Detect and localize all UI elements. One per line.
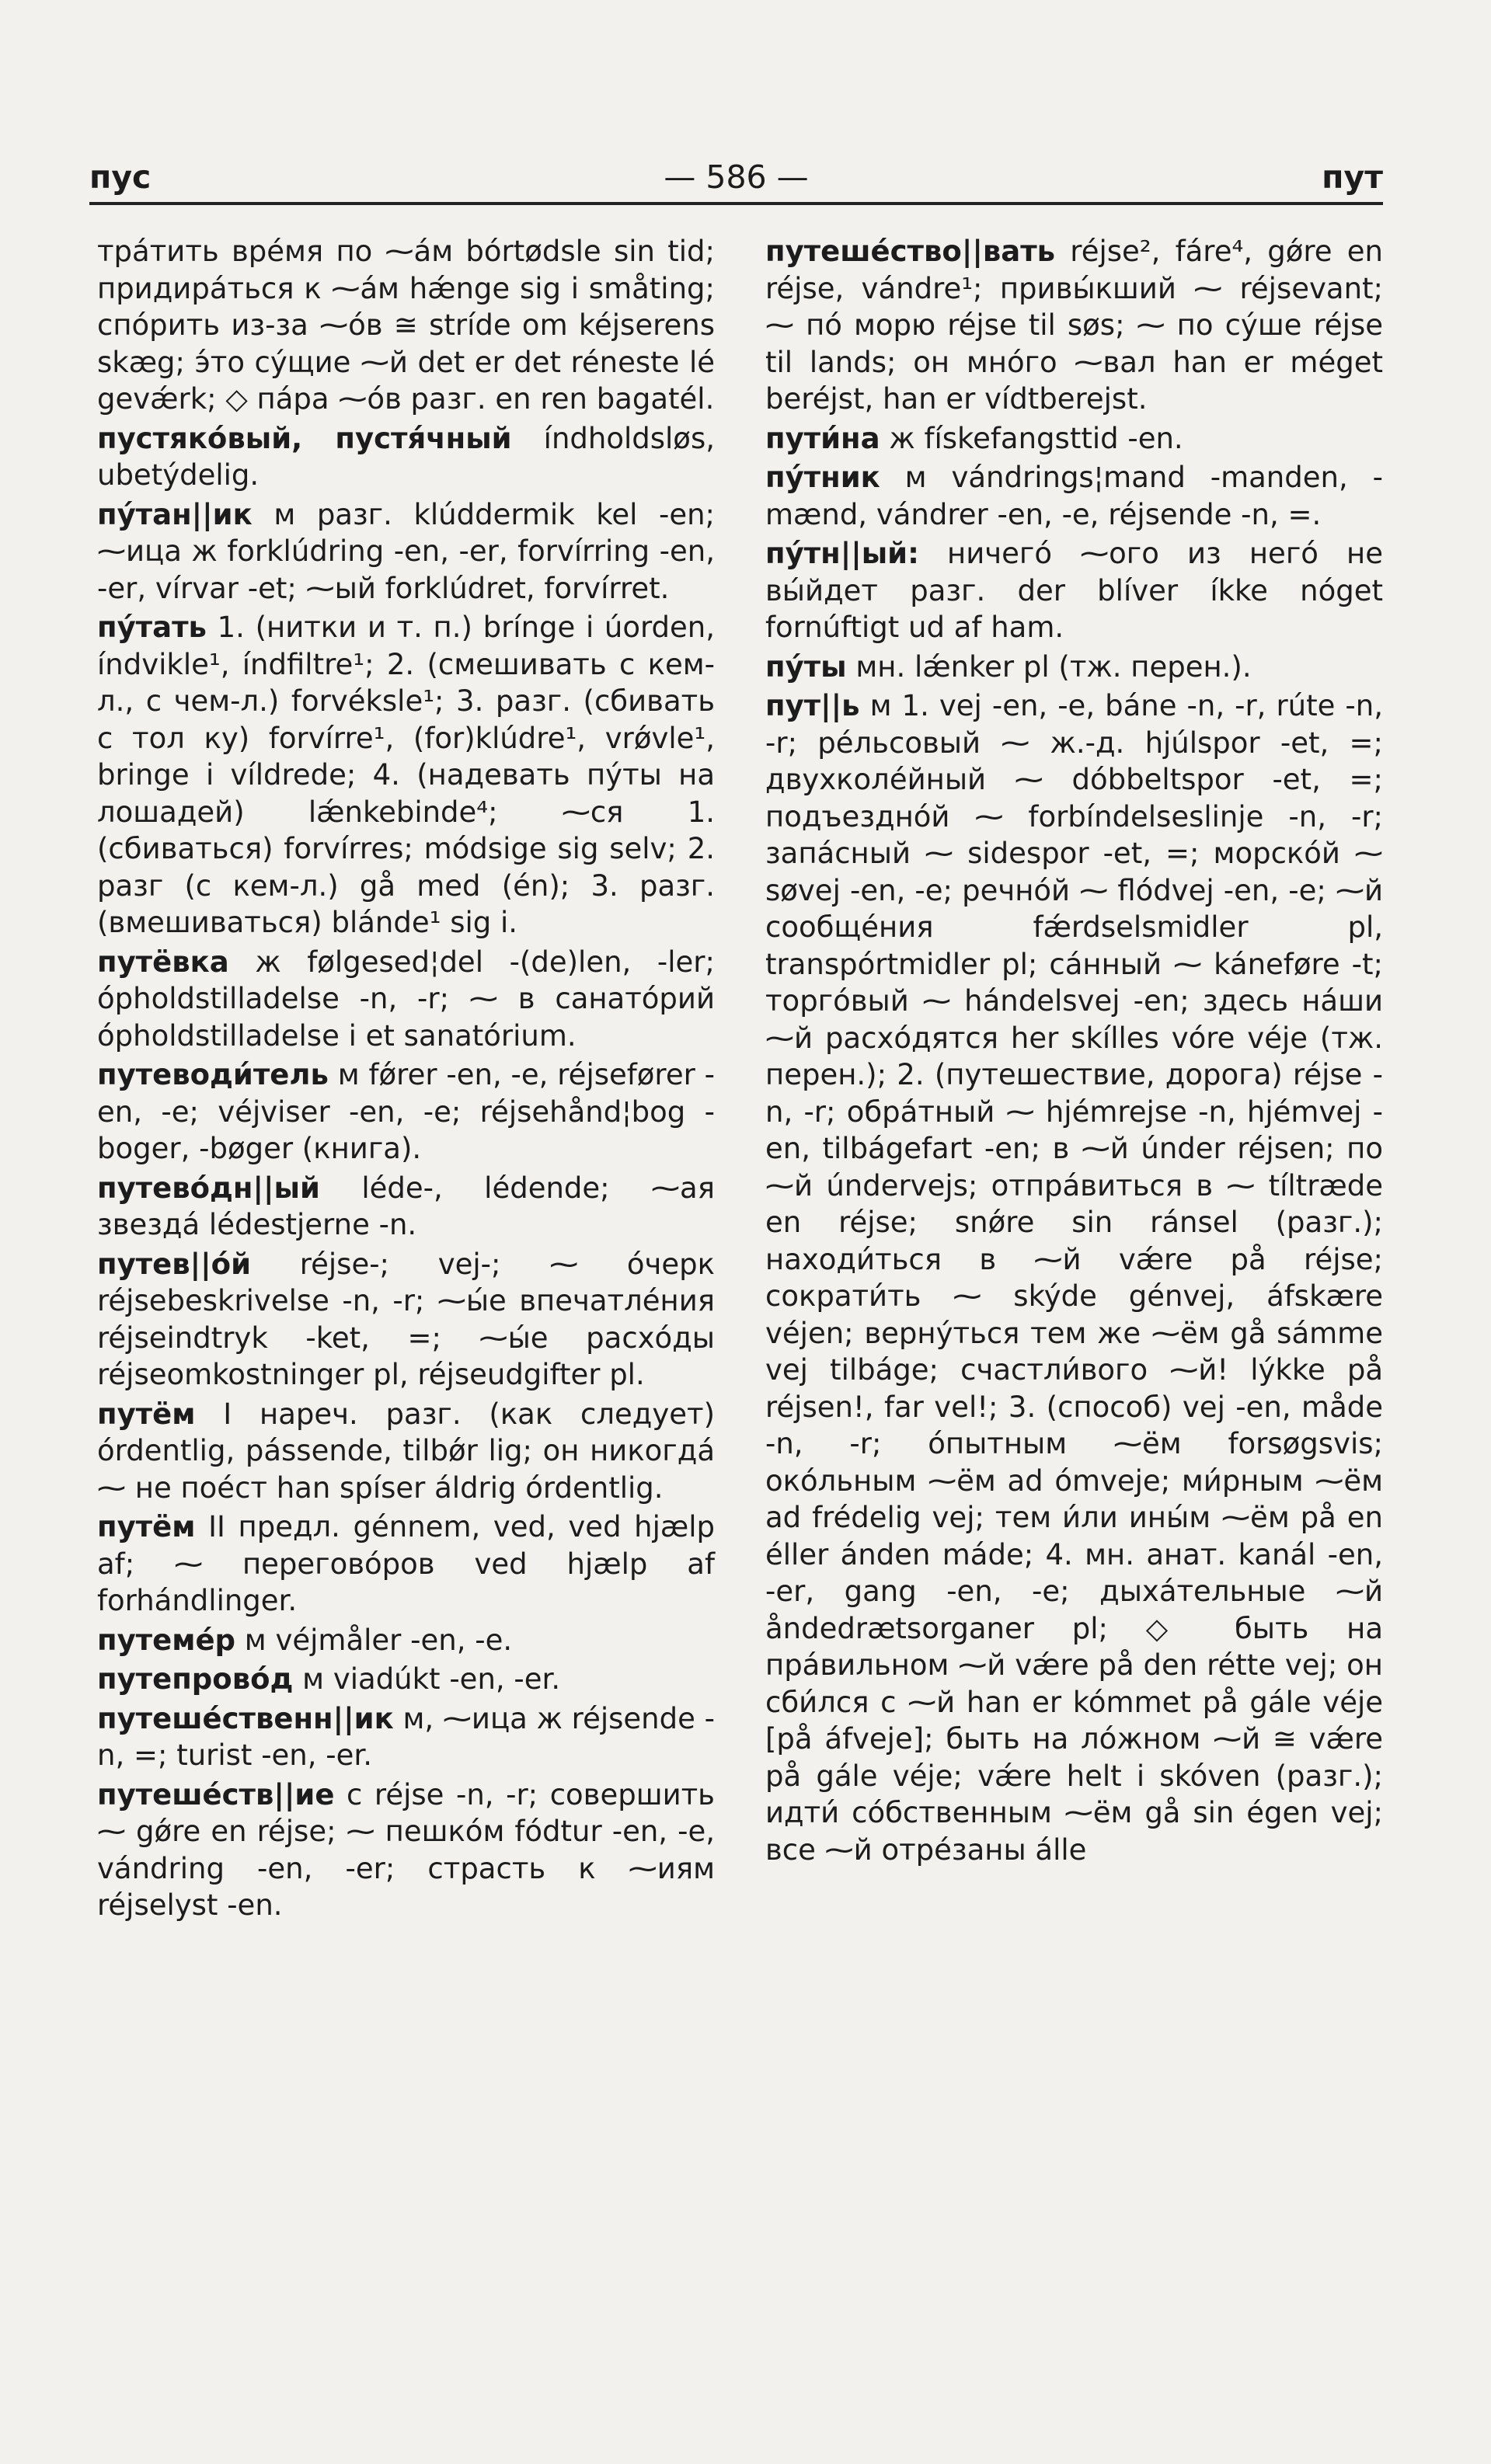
entry-headword: путемéр [97, 1623, 236, 1657]
entry-definition: м viadúkt -en, -er. [293, 1662, 561, 1696]
entry-headword: путешéство||вать [765, 235, 1056, 268]
entry-definition: м fǿrer -en, -e, réjsefører -en, -e; véjviser -en, -e; réjsehånd¦bog -boger, -bøger (книга). [97, 1058, 715, 1165]
entry-headword: пустякóвый, пустя́чный [97, 421, 512, 455]
entry-definition: м, ⁓ица ж réjsende -n, =; turist -en, -er. [97, 1701, 715, 1772]
entry-definition: II предл. génnem, ved, ved hjælp af; ⁓ переговóров ved hjælp af forhándlinger. [97, 1510, 715, 1617]
dictionary-entry [97, 1622, 715, 1659]
dictionary-entry [765, 420, 1383, 458]
entry-definition: м véjmåler -en, -e. [235, 1623, 513, 1657]
entry-headword: путешéств||ие [97, 1777, 335, 1811]
entry-definition: 1. (нитки и т. п.) brínge i úorden, índvikle¹, índfiltre¹; 2. (смешивать с кем-л., с чем-л.) forvéksle¹; 3. разг. (сбивать с тол ку) forvírre¹, (for)klúdre¹, vrǿvle¹, bringe i víldrede; 4. (надевать пýты на лошадей) lǽnkebinde⁴; ⁓ся 1. (сбиваться) forvírres; módsige sig selv; 2. разг (с кем-л.) gå med (én); 3. разг. (вмешиваться) blánde¹ sig i. [97, 611, 715, 939]
entry-headword: путёвка [97, 945, 229, 979]
dictionary-entry [97, 609, 715, 941]
dictionary-entry [97, 1246, 715, 1394]
entry-headword: путём [97, 1510, 196, 1543]
entry-headword: пýтать [97, 611, 207, 644]
entry-headword: путев||óй [97, 1247, 252, 1281]
dictionary-entry [97, 1170, 715, 1244]
entry-definition: мн. lǽnker pl (тж. перен.). [846, 649, 1252, 684]
entry-headword: пýты [765, 649, 847, 684]
entry-headword: путевóдн||ый [97, 1171, 320, 1205]
entry-definition: réjse², fáre⁴, gǿre en réjse, vándre¹; привы́кший ⁓ réjsevant; ⁓ пó морю réjse til søs; ⁓ по сýше réjse til lands; он мнóго ⁓вал han er méget beréjst, han er vídtberejst. [765, 235, 1383, 416]
entry-headword: путём [97, 1397, 196, 1431]
dictionary-entry [765, 459, 1383, 533]
entry-headword: путеводи́тель [97, 1058, 329, 1091]
entry-headword: пýтн||ый: [765, 537, 919, 570]
entry-definition: I нареч. разг. (как следует) órdentlig, pássende, tilbǿr lig; он никогдá ⁓ не поéст han spíser áldrig órdentlig. [97, 1397, 715, 1505]
dictionary-entry [97, 1661, 715, 1698]
left-column [97, 233, 715, 1926]
dictionary-entry [765, 535, 1383, 646]
header-left-word: пус [89, 158, 152, 196]
entry-headword: пýтан||ик [97, 497, 253, 531]
entry-definition: ж følgesed¦del -(de)len, -ler; ópholdstilladelse -n, -r; ⁓ в санатóрий ópholdstilladelse i et sanatórium. [97, 945, 715, 1053]
entry-definition: м 1. vej -en, -e, báne -n, -r, rúte -n, -r; рéльсовый ⁓ ж.-д. hjúlspor -et, =; двухколéйный ⁓ dóbbeltspor -et, =; подъезднóй ⁓ forbíndelseslinje -n, -r; запáсный ⁓ sidespor -et, =; морскóй ⁓ søvej -en, -e; речнóй ⁓ flódvej -en, -e; ⁓й сообщéния fǽrdselsmidler pl, transpórtmidler pl; сáнный ⁓ káneføre -t; торгóвый ⁓ hándelsvej -en; здесь нáши ⁓й расхóдятся her skílles vóre véje (тж. перен.); 2. (путешествие, дорога) réjse -n, -r; обрáтный ⁓ hjémrejse -n, hjémvej -en, tilbágefart -en; в ⁓й únder réjsen; по ⁓й úndervejs; отпрáвиться в ⁓ tíltræde en réjse; snǿre sin ránsel (разг.); находи́ться в ⁓й vǽre på réjse; сократи́ть ⁓ skýde génvej, áfskære véjen; вернýться тем же ⁓ём gå sámme vej tilbáge; счастли́вого ⁓й! lýkke på réjsen!, far vel!; 3. (способ) vej -en, måde -n, -r; óпытным ⁓ём forsøgsvis; окóльным ⁓ём ad ómveje; ми́рным ⁓ём ad frédelig vej; тем и́ли ины́м ⁓ём på en éller ánden máde; 4. мн. анат. kanál -en, -er, gang -en, -e; дыхáтельные ⁓й åndedrætsorganer pl; ◇ быть на прáвильном ⁓й vǽre på den rétte vej; он сби́лся с ⁓й han er kómmet på gále véje [på áfveje]; быть на лóжном ⁓й ≅ vǽre på gále véje; vǽre helt i skóven (разг.); идти́ сóбственным ⁓ём gå sin égen vej; все ⁓й отрéзаны álle [765, 689, 1383, 1867]
page-number: — 586 — [664, 158, 809, 196]
dictionary-entry [765, 687, 1383, 1868]
entry-definition: léde-, lédende; ⁓ая звездá lédestjerne -n. [97, 1171, 715, 1241]
entry-definition: ж fískefangsttid -en. [880, 421, 1183, 455]
page-header [89, 155, 1383, 205]
dictionary-entry [765, 649, 1383, 686]
entry-definition: índholdsløs, ubetýdelig. [97, 421, 715, 492]
dictionary-entry [97, 944, 715, 1055]
entry-headword: путепровóд [97, 1662, 294, 1696]
entry-headword: пути́на [765, 421, 880, 455]
dictionary-entry [97, 1396, 715, 1507]
right-column [765, 233, 1383, 1871]
entry-headword: пýтник [765, 461, 880, 494]
dictionary-entry [97, 420, 715, 494]
dictionary-entry [97, 1056, 715, 1168]
entry-definition: ничегó ⁓ого из негó не вы́йдет разг. der blíver íkke nóget fornúftigt ud af ham. [765, 537, 1383, 644]
header-right-word: пут [1322, 158, 1383, 196]
entry-headword: пут||ь [765, 689, 860, 722]
entry-definition: м vándrings¦mand -manden, -mænd, vándrer -en, -e, réjsende -n, =. [765, 461, 1383, 531]
dictionary-entry [97, 1700, 715, 1774]
dictionary-entry [97, 1509, 715, 1620]
entry-definition: м разг. klúddermik kel -en; ⁓ица ж forklúdring -en, -er, forvírring -en, -er, vírvar -et; ⁓ый forklúdret, forvírret. [97, 497, 715, 605]
dictionary-entry [97, 233, 715, 418]
entry-definition: с réjse -n, -r; совершить ⁓ gǿre en réjse; ⁓ пешкóм fódtur -en, -e, vándring -en, -er; страсть к ⁓иям réjselyst -en. [97, 1777, 715, 1922]
dictionary-entry [765, 233, 1383, 418]
dictionary-entry [97, 1777, 715, 1924]
dictionary-entry [97, 496, 715, 607]
entry-definition: трáтить врéмя по ⁓áм bórtødsle sin tid; придирáться к ⁓áм hǽnge sig i småting; спóрить из-за ⁓óв ≅ stríde om kéjserens skæg; э́то сýщие ⁓й det er det réneste lé gevǽrk; ◇ пáра ⁓óв разг. en ren bagatél. [97, 235, 715, 416]
entry-definition: réjse-; vej-; ⁓ óчерк réjsebeskrivelse -n, -r; ⁓ы́е впечатлéния réjseindtryk -ket, =; ⁓ы́е расхóды réjseomkostninger pl, réjseudgifter pl. [97, 1247, 715, 1391]
entry-headword: путешéственн||ик [97, 1701, 394, 1735]
